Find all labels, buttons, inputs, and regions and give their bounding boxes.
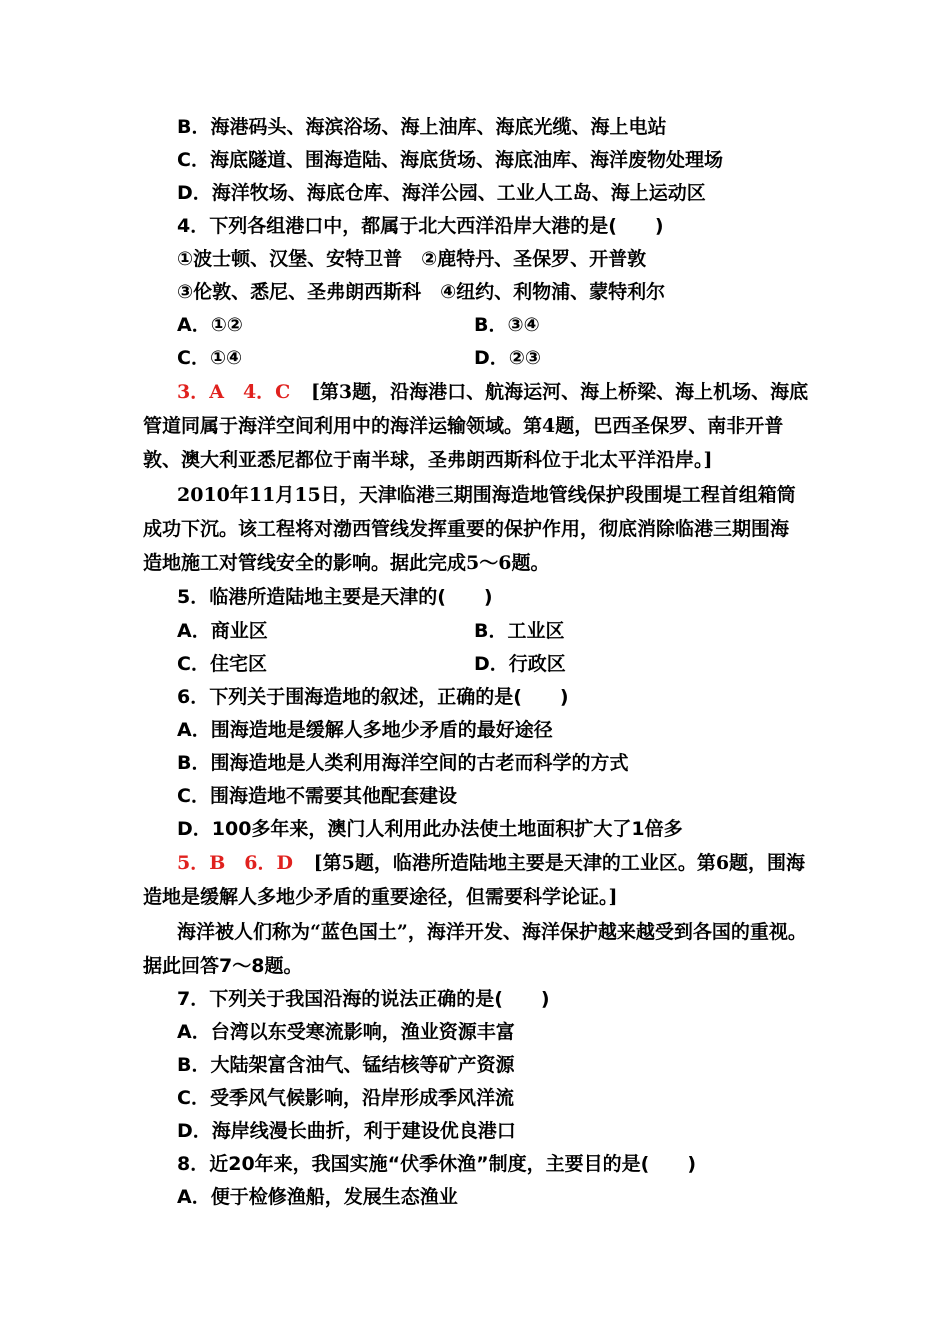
q4-stem: 4．下列各组港口中，都属于北大西洋沿岸大港的是( ) <box>177 215 664 237</box>
q5-stem: 5．临港所造陆地主要是天津的( ) <box>177 586 493 608</box>
q4-option-a: A．①② <box>177 314 243 336</box>
explanation-5-6-line-2: 造地是缓解人多地少矛盾的重要途径，但需要科学论证。] <box>143 886 618 908</box>
answer-key-3-4: 3．A 4．C <box>177 381 291 403</box>
q4-option-b: B．③④ <box>474 314 540 336</box>
q3-option-d: D．海洋牧场、海底仓库、海洋公园、工业人工岛、海上运动区 <box>177 182 706 204</box>
q7-option-d: D．海岸线漫长曲折，利于建设优良港口 <box>177 1120 516 1142</box>
q6-option-a: A．围海造地是缓解人多地少矛盾的最好途径 <box>177 719 553 741</box>
q4-items-line-1: ①波士顿、汉堡、安特卫普 ②鹿特丹、圣保罗、开普敦 <box>177 248 647 270</box>
q4-option-c: C．①④ <box>177 347 243 369</box>
passage-7-8-line-1: 海洋被人们称为“蓝色国土”，海洋开发、海洋保护越来越受到各国的重视。 <box>177 921 807 943</box>
q6-option-c: C．围海造地不需要其他配套建设 <box>177 785 457 807</box>
q6-option-b: B．围海造地是人类利用海洋空间的古老而科学的方式 <box>177 752 629 774</box>
q3-option-c: C．海底隧道、围海造陆、海底货场、海底油库、海洋废物处理场 <box>177 149 723 171</box>
explanation-3-4-line-3: 敦、澳大利亚悉尼都位于南半球，圣弗朗西斯科位于北太平洋沿岸。] <box>143 449 713 471</box>
q5-option-c: C．住宅区 <box>177 653 267 675</box>
q5-option-b: B．工业区 <box>474 620 565 642</box>
q6-option-d: D．100多年来，澳门人利用此办法使土地面积扩大了1倍多 <box>177 818 683 840</box>
q5-option-a: A．商业区 <box>177 620 268 642</box>
passage-5-6-line-2: 成功下沉。该工程将对渤西管线发挥重要的保护作用，彻底消除临港三期围海 <box>143 518 790 540</box>
passage-5-6-line-1: 2010年11月15日，天津临港三期围海造地管线保护段围堤工程首组箱筒 <box>177 484 796 506</box>
q8-stem: 8．近20年来，我国实施“伏季休渔”制度，主要目的是( ) <box>177 1153 697 1175</box>
explanation-5-6-line-1 <box>177 851 805 875</box>
q7-option-a: A．台湾以东受寒流影响，渔业资源丰富 <box>177 1021 515 1043</box>
q7-option-b: B．大陆架富含油气、锰结核等矿产资源 <box>177 1054 515 1076</box>
q4-option-d: D．②③ <box>474 347 541 369</box>
explanation-3-4-text: [第3题，沿海港口、航海运河、海上桥梁、海上机场、海底 <box>310 381 809 403</box>
q3-option-b: B．海港码头、海滨浴场、海上油库、海底光缆、海上电站 <box>177 116 667 138</box>
explanation-3-4-line-2: 管道同属于海洋空间利用中的海洋运输领域。第4题，巴西圣保罗、南非开普 <box>143 415 784 437</box>
answer-key-5-6: 5．B 6．D <box>177 852 293 874</box>
explanation-3-4-line-1 <box>177 380 808 404</box>
q7-stem: 7．下列关于我国沿海的说法正确的是( ) <box>177 988 550 1010</box>
passage-5-6-line-3: 造地施工对管线安全的影响。据此完成5～6题。 <box>143 552 550 574</box>
q8-option-a: A．便于检修渔船，发展生态渔业 <box>177 1186 458 1208</box>
q5-option-d: D．行政区 <box>474 653 566 675</box>
explanation-5-6-text: [第5题，临港所造陆地主要是天津的工业区。第6题，围海 <box>313 852 806 874</box>
q4-items-line-2: ③伦敦、悉尼、圣弗朗西斯科 ④纽约、利物浦、蒙特利尔 <box>177 281 666 303</box>
q7-option-c: C．受季风气候影响，沿岸形成季风洋流 <box>177 1087 514 1109</box>
q6-stem: 6．下列关于围海造地的叙述，正确的是( ) <box>177 686 569 708</box>
passage-7-8-line-2: 据此回答7～8题。 <box>143 955 303 977</box>
